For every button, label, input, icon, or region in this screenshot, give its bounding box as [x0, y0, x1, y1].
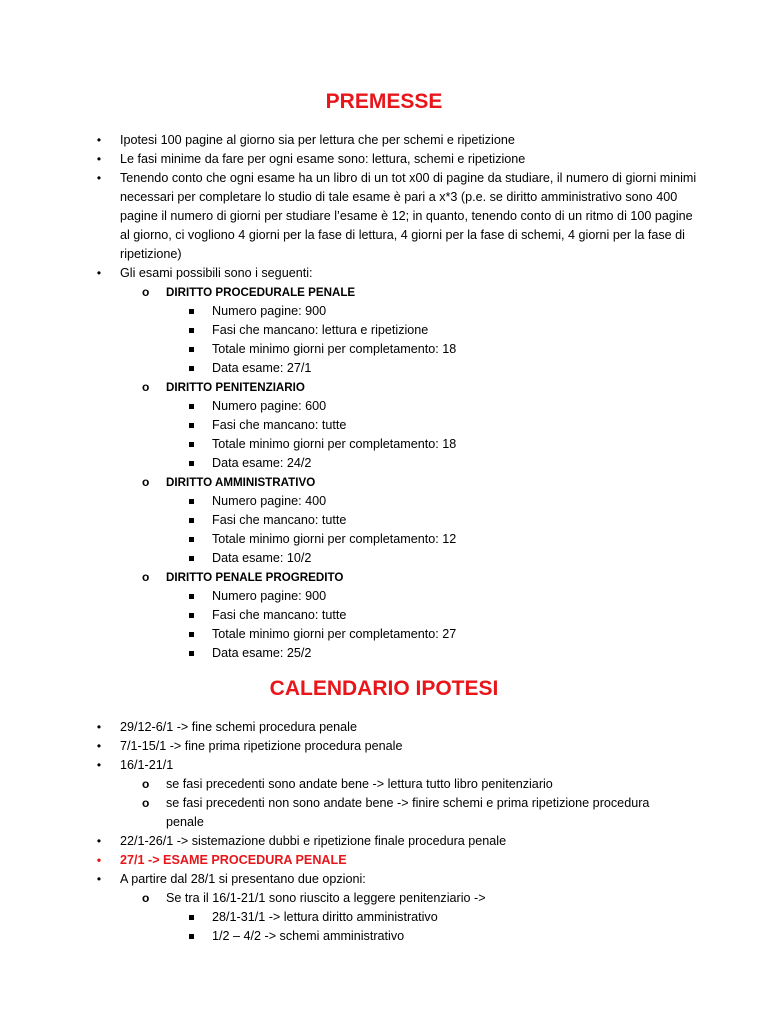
square-bullet-icon: [189, 442, 194, 447]
square-bullet-icon: [189, 632, 194, 637]
exam-detail: Numero pagine: 900: [0, 587, 692, 606]
bullet-icon: •: [96, 720, 102, 734]
square-bullet-icon: [189, 651, 194, 656]
list-item: • 29/12-6/1 -> fine schemi procedura penale: [0, 718, 700, 737]
square-bullet-icon: [189, 423, 194, 428]
bullet-text: Gli esami possibili sono i seguenti:: [120, 266, 313, 280]
calendario-list: [0, 718, 700, 946]
bullet-text: Le fasi minime da fare per ogni esame sono: lettura, schemi e ripetizione: [120, 152, 526, 166]
list-item: [0, 150, 700, 169]
list-subsubitem: 28/1-31/1 -> lettura diritto amministrativo: [0, 908, 692, 927]
exam-detail: Fasi che mancano: tutte: [0, 511, 692, 530]
list-item: • 22/1-26/1 -> sistemazione dubbi e ripetizione finale procedura penale: [0, 832, 700, 851]
bullet-icon: •: [96, 739, 102, 753]
exam-title: o DIRITTO PENALE PROGREDITO: [0, 568, 686, 587]
list-subitem: o Se tra il 16/1-21/1 sono riuscito a leggere penitenziario ->: [0, 889, 686, 908]
square-bullet-icon: [189, 915, 194, 920]
bullet-icon: •: [96, 853, 102, 867]
square-bullet-icon: [189, 366, 194, 371]
exam-title: o DIRITTO PENITENZIARIO: [0, 378, 686, 397]
exam-title: o DIRITTO PROCEDURALE PENALE: [0, 283, 686, 302]
circle-bullet-icon: o: [142, 285, 150, 299]
bullet-icon: •: [96, 758, 102, 772]
exam-detail: Data esame: 24/2: [0, 454, 692, 473]
square-bullet-icon: [189, 613, 194, 618]
list-subsubitem: 1/2 – 4/2 -> schemi amministrativo: [0, 927, 692, 946]
square-bullet-icon: [189, 499, 194, 504]
square-bullet-icon: [189, 537, 194, 542]
square-bullet-icon: [189, 594, 194, 599]
exam-title: o DIRITTO AMMINISTRATIVO: [0, 473, 686, 492]
list-item: • A partire dal 28/1 si presentano due opzioni:: [0, 870, 700, 889]
square-bullet-icon: [189, 404, 194, 409]
exam-detail: Numero pagine: 900: [0, 302, 692, 321]
square-bullet-icon: [189, 461, 194, 466]
list-item: • 16/1-21/1: [0, 756, 700, 775]
premesse-list: [0, 131, 700, 663]
square-bullet-icon: [189, 347, 194, 352]
square-bullet-icon: [189, 934, 194, 939]
list-item: [0, 131, 700, 150]
exam-detail: Fasi che mancano: tutte: [0, 416, 692, 435]
exam-detail: Fasi che mancano: lettura e ripetizione: [0, 321, 692, 340]
exam-detail: Numero pagine: 400: [0, 492, 692, 511]
exam-detail: Totale minimo giorni per completamento: 12: [0, 530, 692, 549]
premesse-title: PREMESSE: [325, 90, 443, 113]
bullet-icon: •: [96, 834, 102, 848]
circle-bullet-icon: o: [142, 475, 150, 489]
bullet-icon: •: [96, 133, 102, 147]
list-item-highlight: • 27/1 -> ESAME PROCEDURA PENALE: [0, 851, 700, 870]
list-item: [0, 264, 700, 283]
bullet-icon: •: [96, 171, 102, 185]
square-bullet-icon: [189, 328, 194, 333]
circle-bullet-icon: o: [142, 570, 150, 584]
exam-detail: Data esame: 25/2: [0, 644, 692, 663]
list-item: [0, 169, 700, 264]
list-subitem: o se fasi precedenti sono andate bene -> lettura tutto libro penitenziario: [0, 775, 686, 794]
exam-detail: Totale minimo giorni per completamento: 27: [0, 625, 692, 644]
bullet-icon: •: [96, 152, 102, 166]
bullet-text: Tenendo conto che ogni esame ha un libro di un tot x00 di pagine da studiare, il numero di giorni minimi necessari per completare lo studio di tale esame è pari a x*3 (p.e. se diritto amministrativo sono 400 pagine il numero di giorni per studiare l’esame è 12; in quanto, tenendo conto di un ritmo di 100 pagine al giorno, ci vogliono 4 giorni per la fase di lettura, 4 giorni per la fase di schemi, 4 giorni per la fase di ripetizione): [120, 171, 697, 261]
circle-bullet-icon: o: [142, 380, 150, 394]
square-bullet-icon: [189, 309, 194, 314]
exam-detail: Data esame: 27/1: [0, 359, 692, 378]
exam-detail: Totale minimo giorni per completamento: 18: [0, 435, 692, 454]
exam-detail: Fasi che mancano: tutte: [0, 606, 692, 625]
circle-bullet-icon: o: [142, 891, 150, 905]
bullet-icon: •: [96, 872, 102, 886]
exam-detail: Numero pagine: 600: [0, 397, 692, 416]
calendario-title: CALENDARIO IPOTESI: [269, 677, 499, 700]
exam-detail: Totale minimo giorni per completamento: 18: [0, 340, 692, 359]
exam-detail: Data esame: 10/2: [0, 549, 692, 568]
bullet-text: Ipotesi 100 pagine al giorno sia per lettura che per schemi e ripetizione: [120, 133, 515, 147]
square-bullet-icon: [189, 518, 194, 523]
square-bullet-icon: [189, 556, 194, 561]
circle-bullet-icon: o: [142, 777, 150, 791]
list-item: • 7/1-15/1 -> fine prima ripetizione procedura penale: [0, 737, 700, 756]
circle-bullet-icon: o: [142, 796, 150, 810]
bullet-icon: •: [96, 266, 102, 280]
list-subitem: o se fasi precedenti non sono andate bene -> finire schemi e prima ripetizione procedura penale: [142, 796, 650, 829]
